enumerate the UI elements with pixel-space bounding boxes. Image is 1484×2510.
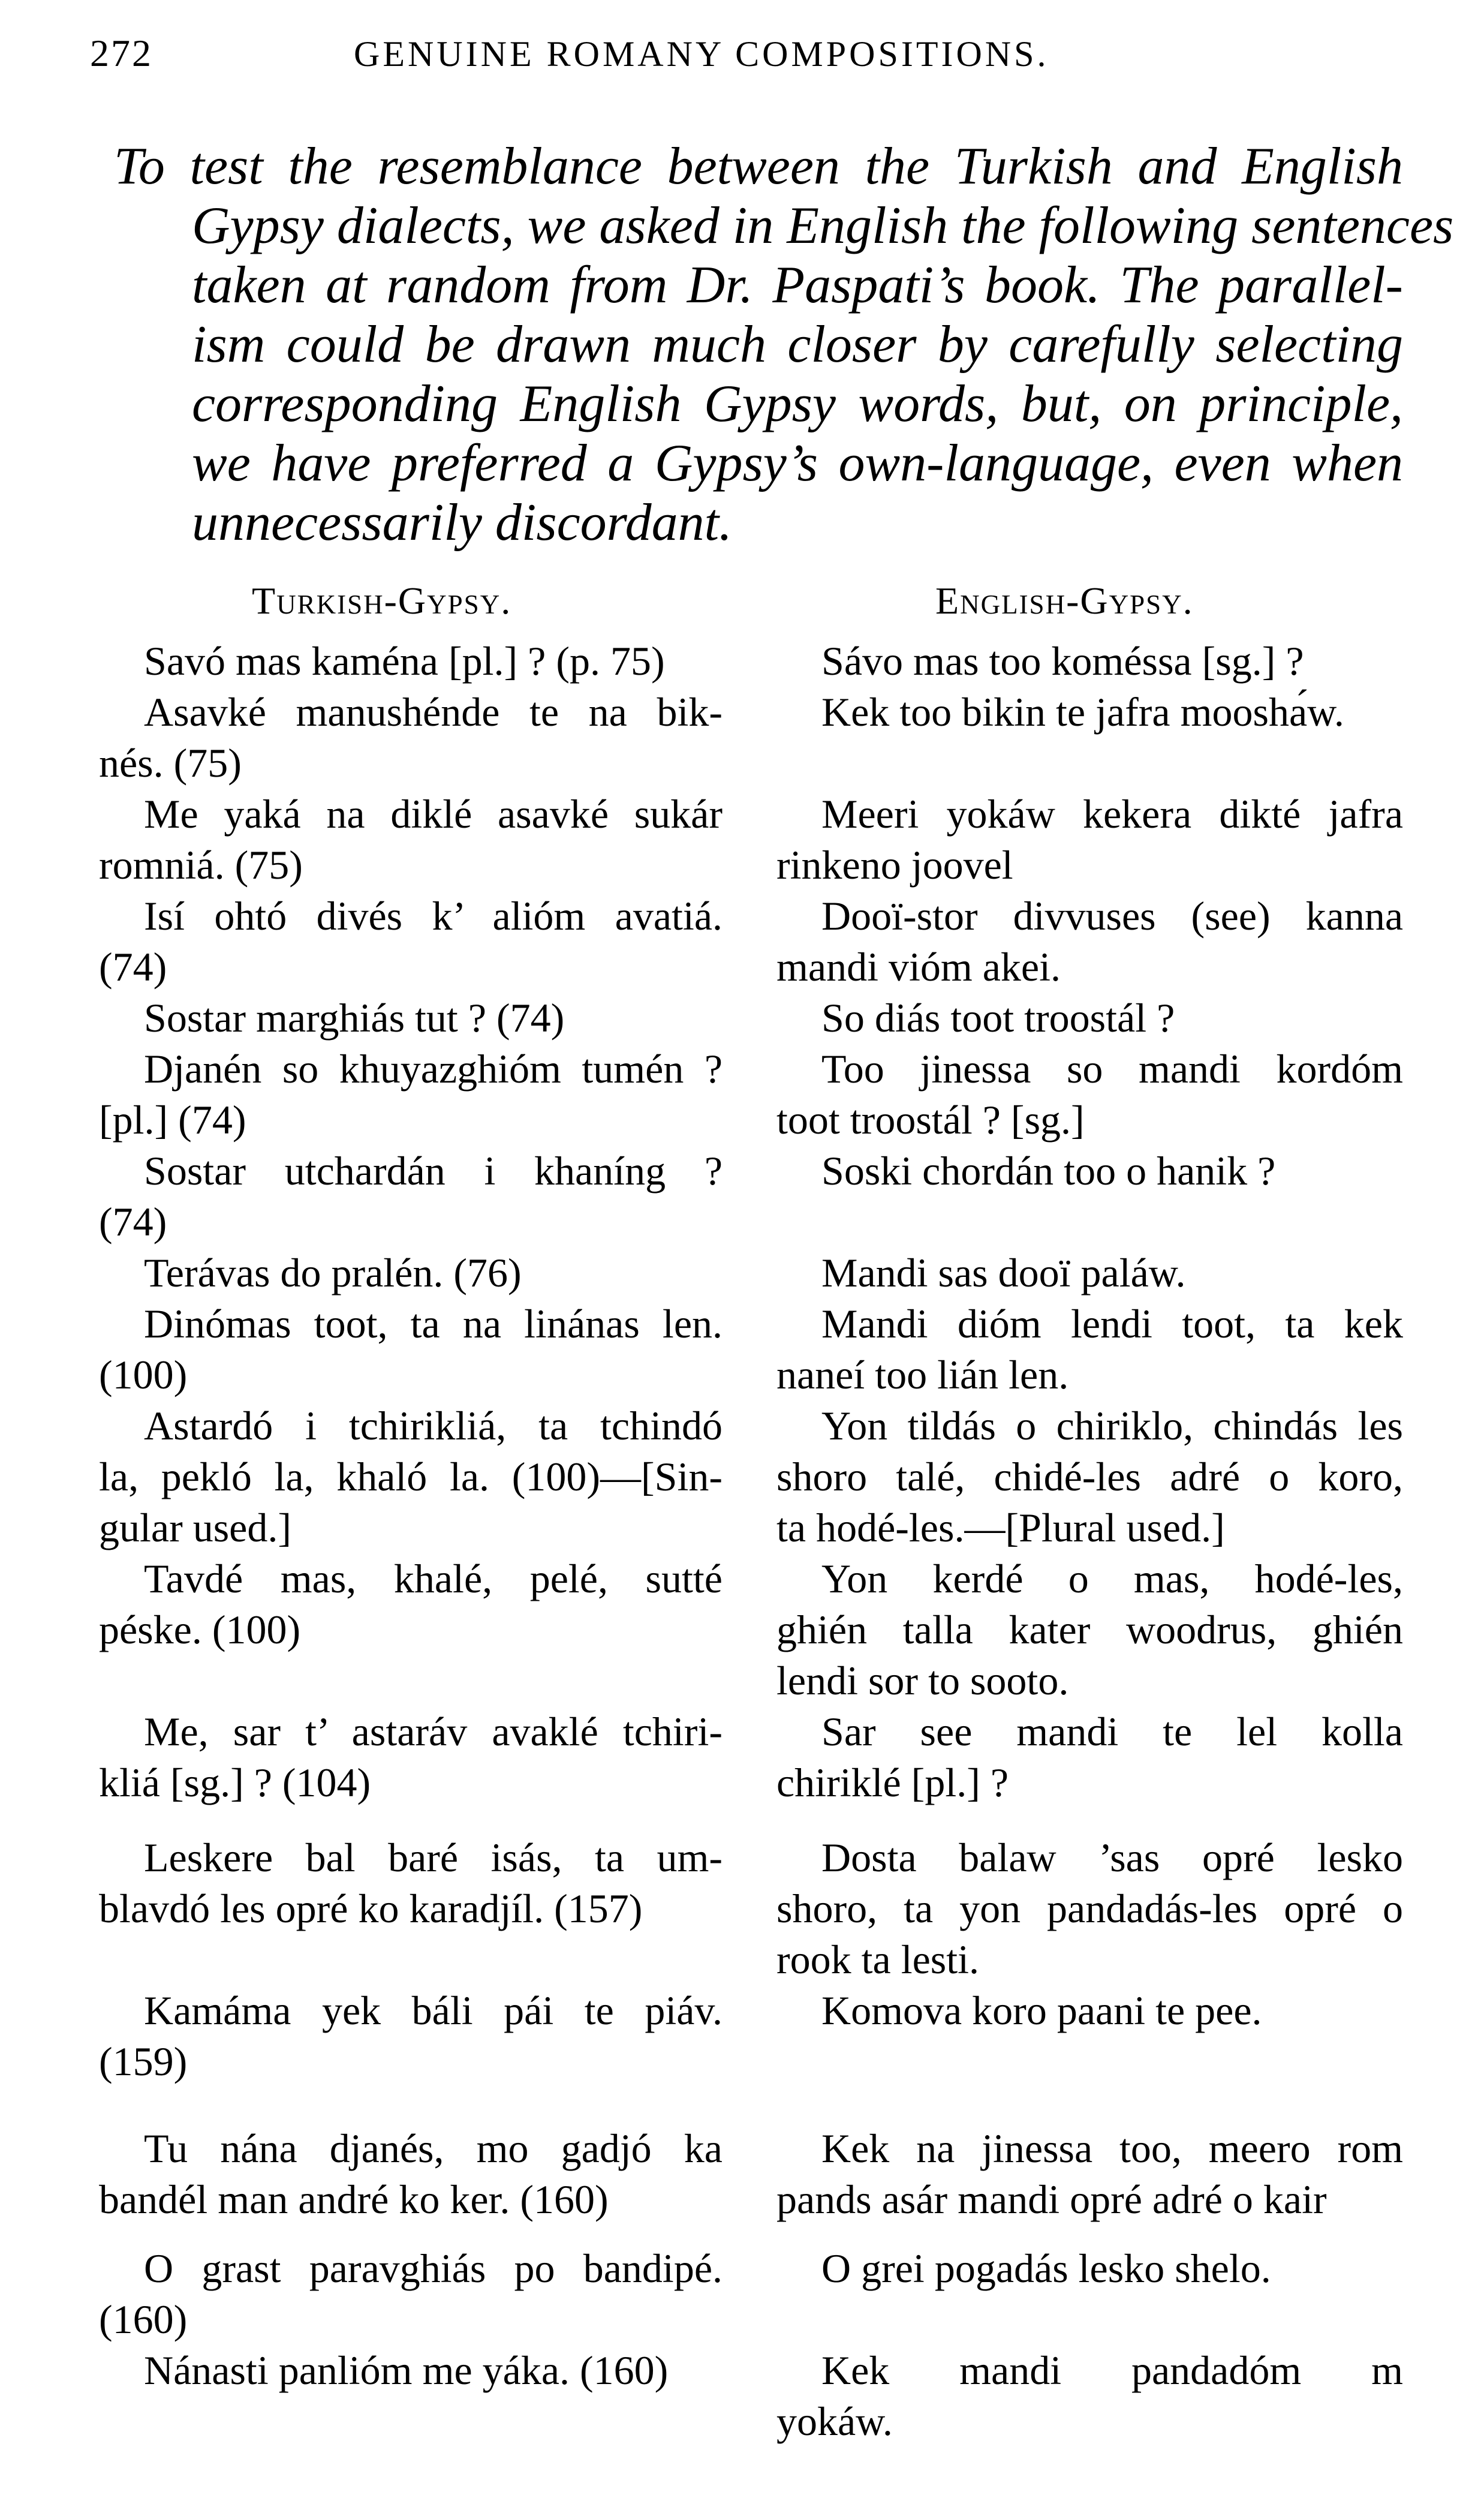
sentence-line: O grast paravghiás po bandipé. — [144, 2246, 723, 2291]
sentence-line: Dinómas toot, ta na linánas len. — [144, 1301, 723, 1346]
sentence-line: Savó mas kaména [pl.] ? (p. 75) — [144, 638, 665, 684]
turkish-gypsy-sentence — [99, 1706, 723, 1808]
sentence-line: blavdó les opré ko karadjíl. (157) — [99, 1886, 643, 1931]
sentence-line: Kek mandi pandadóm m — [821, 2347, 1403, 2393]
sentence-line: Kek na jinessa too, meero rom — [821, 2126, 1403, 2171]
sentence-line: Tavdé mas, khalé, pelé, sutté — [144, 1556, 723, 1601]
turkish-gypsy-sentence — [99, 2123, 723, 2225]
sentence-line: Terávas do pralén. (76) — [144, 1250, 522, 1295]
page-header — [90, 31, 1391, 85]
turkish-gypsy-sentence — [99, 1553, 723, 1655]
sentence-line: Me, sar t’ astaráv avaklé tchiri- — [144, 1709, 723, 1754]
intro-line: Gypsy dialects, we asked in English the following sentences — [192, 197, 1454, 255]
sentence-line: Tu nána djanés, mo gadjó ka — [144, 2126, 723, 2171]
column-heading-english: English-Gypsy. — [935, 579, 1194, 622]
turkish-gypsy-sentence — [99, 2243, 723, 2345]
sentence-line: Kamáma yek báli pái te piáv. — [144, 1988, 723, 2033]
turkish-gypsy-sentence — [99, 789, 723, 891]
sentence-line: Djanén so khuyazghióm tumén ? — [144, 1046, 723, 1092]
sentence-line: nés. (75) — [99, 740, 242, 786]
sentence-line: naneí too lián len. — [776, 1352, 1069, 1397]
sentence-line: (100) — [99, 1352, 188, 1397]
english-gypsy-sentence — [776, 1044, 1403, 1146]
sentence-line: Kek too bikin te jafra mooshа́w. — [821, 689, 1344, 735]
turkish-gypsy-sentence — [99, 1248, 723, 1298]
english-gypsy-sentence — [776, 1832, 1403, 1985]
english-gypsy-sentence — [776, 2345, 1403, 2447]
english-gypsy-sentence — [776, 2123, 1403, 2225]
intro-line: ism could be drawn much closer by carefully selecting — [192, 315, 1403, 374]
turkish-gypsy-sentence — [99, 1400, 723, 1553]
english-gypsy-sentence — [776, 891, 1403, 993]
turkish-gypsy-sentence — [99, 993, 723, 1044]
page-number: 272 — [90, 32, 153, 74]
sentence-line: (74) — [99, 944, 167, 990]
sentence-line: Isí ohtó divés k’ alióm avatiá. — [144, 893, 723, 939]
english-gypsy-sentence — [776, 1985, 1403, 2036]
running-title: GENUINE ROMANY COMPOSITIONS. — [354, 34, 1049, 74]
sentence-line: [pl.] (74) — [99, 1097, 246, 1143]
english-gypsy-sentence — [776, 1146, 1403, 1197]
turkish-gypsy-sentence — [99, 1146, 723, 1248]
sentence-line: O grei pogadás lesko shelo. — [821, 2246, 1271, 2291]
sentence-line: Yon kerdé o mas, hodé-les, — [821, 1556, 1403, 1601]
sentence-line: lendi sor to sooto. — [776, 1658, 1069, 1703]
sentence-line: romniá. (75) — [99, 842, 303, 888]
sentence-line: shoro talé, chidé-les adré o koro, — [776, 1454, 1403, 1499]
english-gypsy-sentence — [776, 1298, 1403, 1400]
sentence-line: yokáw. — [776, 2398, 893, 2444]
intro-line: corresponding English Gypsy words, but, on principle, — [192, 375, 1403, 433]
turkish-gypsy-sentence — [99, 1044, 723, 1146]
english-gypsy-sentence — [776, 1248, 1403, 1298]
intro-line: we have preferred a Gypsy’s own-language, even when — [192, 434, 1403, 492]
sentence-line: Yon tildás o chiriklo, chindás les — [821, 1403, 1403, 1448]
sentence-line: Leskere bal baré isás, ta um- — [144, 1835, 723, 1880]
sentence-line: Nánasti panlióm me yáka. (160) — [144, 2347, 669, 2393]
english-gypsy-sentence — [776, 2243, 1403, 2294]
english-gypsy-sentence — [776, 993, 1403, 1044]
sentence-line: Dooï-stor divvuses (see) kanna — [821, 893, 1403, 939]
sentence-line: Astardó i tchirikliá, ta tchindó — [144, 1403, 723, 1448]
english-gypsy-sentence — [776, 636, 1403, 687]
sentence-line: Dosta balaw ’sas opré lesko — [821, 1835, 1403, 1880]
sentence-line: gular used.] — [99, 1505, 292, 1550]
turkish-gypsy-sentence — [99, 891, 723, 993]
sentence-line: shoro, ta yon pandadás-les opré o — [776, 1886, 1403, 1931]
sentence-line: chiriklé [pl.] ? — [776, 1760, 1009, 1805]
intro-line: unnecessarily discordant. — [192, 494, 733, 552]
turkish-gypsy-sentence — [99, 1298, 723, 1400]
sentence-line: Sostar marghiás tut ? (74) — [144, 995, 565, 1041]
english-gypsy-sentence — [776, 687, 1403, 738]
sentence-line: Mandi dióm lendi toot, ta kek — [821, 1301, 1403, 1346]
english-gypsy-sentence — [776, 1706, 1403, 1808]
sentence-line: Soski chordán too o hanik ? — [821, 1148, 1276, 1194]
sentence-line: rinkeno joovel — [776, 842, 1013, 888]
sentence-line: (159) — [99, 2039, 188, 2084]
sentence-line: pands asár mandi opré adré o kair — [776, 2177, 1327, 2222]
sentence-line: Me yaká na diklé asavké sukár — [144, 791, 723, 837]
intro-paragraph — [114, 137, 1454, 552]
sentence-line: bandél man andré ko ker. (160) — [99, 2177, 609, 2222]
sentence-line: péske. (100) — [99, 1607, 301, 1652]
turkish-gypsy-sentence — [99, 687, 723, 789]
sentence-line: kliá [sg.] ? (104) — [99, 1760, 371, 1805]
sentence-line: rook ta lesti. — [776, 1937, 980, 1982]
sentence-line: mandi vióm akei. — [776, 944, 1061, 990]
turkish-gypsy-sentence — [99, 2345, 723, 2396]
sentence-line: (160) — [99, 2296, 188, 2342]
sentence-line: Sar see mandi te lel kolla — [821, 1709, 1403, 1754]
sentence-line: ghién talla kater woodrus, ghién — [776, 1607, 1403, 1652]
intro-line: To test the resemblance between the Turkish and English — [114, 137, 1403, 196]
sentence-line: Mandi sas dooï paláw. — [821, 1250, 1186, 1295]
sentence-line: toot troostál ? [sg.] — [776, 1097, 1085, 1143]
sentence-line: Komova koro paani te pee. — [821, 1988, 1262, 2033]
english-gypsy-sentence — [776, 1553, 1403, 1706]
sentence-line: Sávo mas too koméssa [sg.] ? — [821, 638, 1304, 684]
english-gypsy-sentence — [776, 1400, 1403, 1553]
sentence-line: la, pekló la, khaló la. (100)—[Sin- — [99, 1454, 723, 1499]
sentence-line: So diás toot troostál ? — [821, 995, 1175, 1041]
intro-line: taken at random from Dr. Paspati’s book. The parallel- — [192, 256, 1403, 314]
turkish-gypsy-sentence — [99, 636, 723, 687]
sentence-line: Too jinessa so mandi kordóm — [821, 1046, 1403, 1092]
sentence-line: Meeri yokáw kekera dikté jafra — [821, 791, 1403, 837]
sentence-line: ta hodé-les.—[Plural used.] — [776, 1505, 1225, 1550]
english-gypsy-sentence — [776, 789, 1403, 891]
sentence-line: Asavké manushénde te na bik- — [144, 689, 723, 735]
column-heading-turkish: Turkish-Gypsy. — [252, 579, 512, 622]
sentence-line: (74) — [99, 1199, 167, 1245]
turkish-gypsy-sentence — [99, 1832, 723, 1934]
turkish-gypsy-sentence — [99, 1985, 723, 2087]
sentence-line: Sostar utchardán i khaníng ? — [144, 1148, 723, 1194]
